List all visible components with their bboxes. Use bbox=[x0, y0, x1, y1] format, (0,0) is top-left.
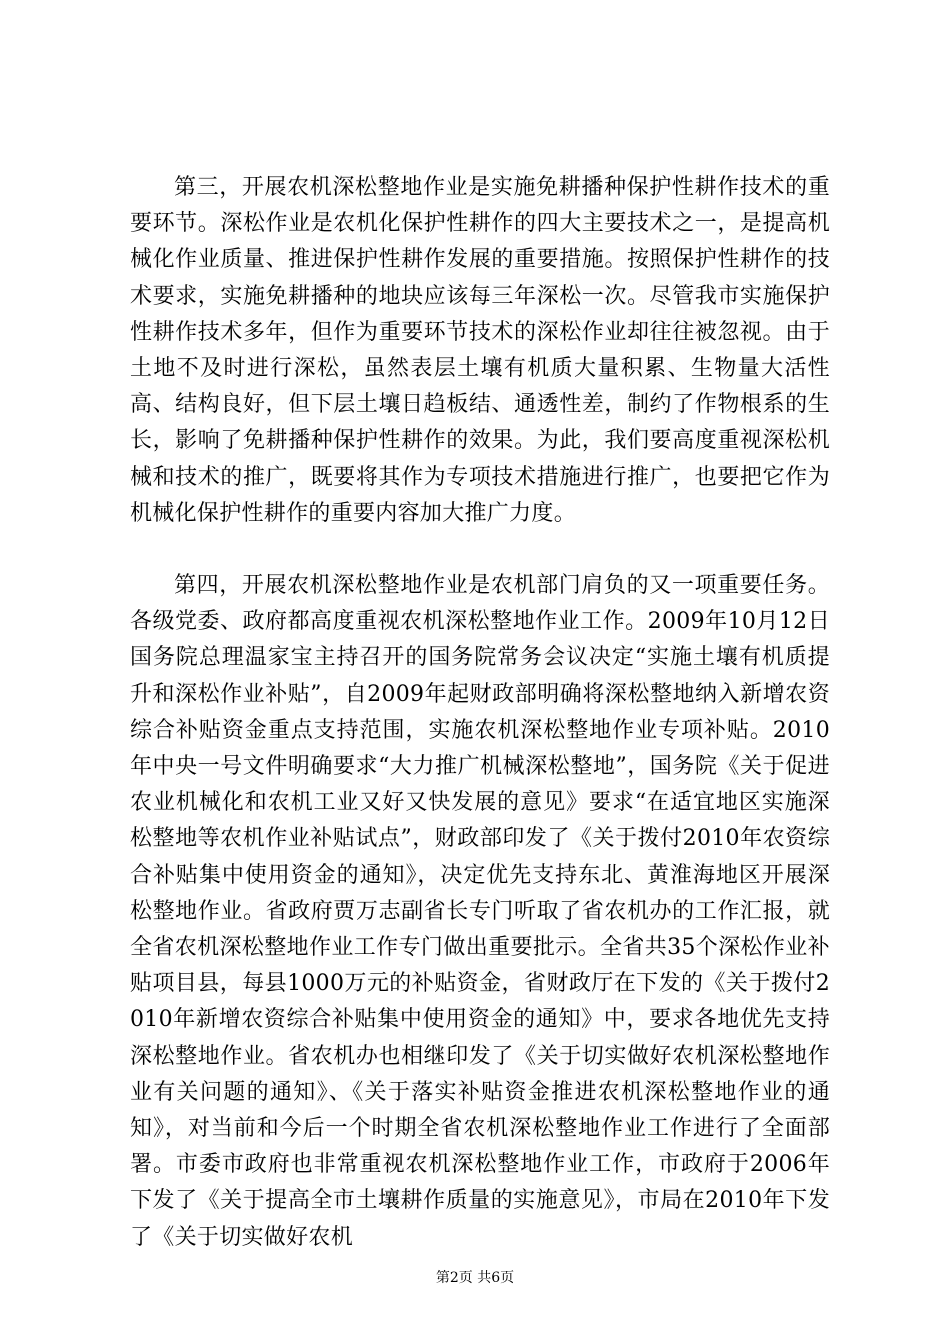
page-number-indicator: 第2页 共6页 bbox=[435, 1270, 515, 1286]
paragraph-fourth-point: 第四，开展农机深松整地作业是农机部门肩负的又一项重要任务。各级党委、政府都高度重视农机深松整地作业工作。2009年10月12日国务院总理温家宝主持召开的国务院常务会议决定“实施土壤有机质提升和深松作业补贴”，自2009年起财政部明确将深松整地纳入新增农资综合补贴资金重点支持范围，实施农机深松整地作业专项补贴。2010年中央一号文件明确要求“大力推广机械深松整地”，国务院《关于促进农业机械化和农机工业又好又快发展的意见》要求“在适宜地区实施深松整地等农机作业补贴试点”，财政部印发了《关于拨付2010年农资综合补贴集中使用资金的通知》，决定优先支持东北、黄淮海地区开展深松整地作业。省政府贾万志副省长专门听取了省农机办的工作汇报，就全省农机深松整地作业工作专门做出重要批示。全省共35个深松作业补贴项目县，每县1000万元的补贴资金，省财政厅在下发的《关于拨付2010年新增农资综合补贴集中使用资金的通知》中，要求各地优先支持深松整地作业。省农机办也相继印发了《关于切实做好农机深松整地作业有关问题的通知》、《关于落实补贴资金推进农机深松整地作业的通知》，对当前和今后一个时期全省农机深松整地作业工作进行了全面部署。市委市政府也非常重视农机深松整地作业工作，市政府于2006年下发了《关于提高全市土壤耕作质量的实施意见》，市局在2010年下发了《关于切实做好农机 bbox=[130, 573, 830, 1250]
document-body bbox=[130, 170, 830, 1256]
paragraph-third-point: 第三，开展农机深松整地作业是实施免耕播种保护性耕作技术的重要环节。深松作业是农机化保护性耕作的四大主要技术之一，是提高机械化作业质量、推进保护性耕作发展的重要措施。按照保护性耕作的技术要求，实施免耕播种的地块应该每三年深松一次。尽管我市实施保护性耕作技术多年，但作为重要环节技术的深松作业却往往被忽视。由于土地不及时进行深松，虽然表层土壤有机质大量积累、生物量大活性高、结构良好，但下层土壤日趋板结、通透性差，制约了作物根系的生长，影响了免耕播种保护性耕作的效果。为此，我们要高度重视深松机械和技术的推广，既要将其作为专项技术措施进行推广，也要把它作为机械化保护性耕作的重要内容加大推广力度。 bbox=[130, 175, 830, 526]
page-footer bbox=[0, 1268, 950, 1288]
